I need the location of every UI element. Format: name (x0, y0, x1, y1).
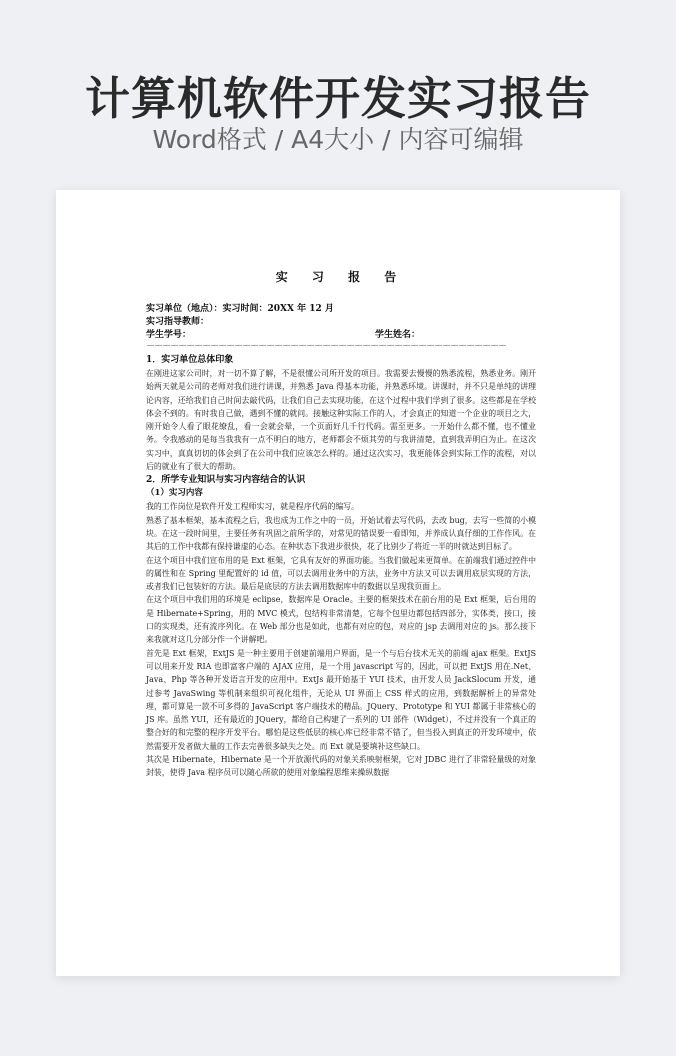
divider-line: －－－－－－－－－－－－－－－－－－－－－－－－－－－－－－－－－－－－－－－－－－－－－ (146, 342, 507, 352)
student-id-label: 学生学号： (146, 330, 192, 340)
section2-paragraph: 我的工作岗位是软件开发工程师实习，就是程序代码的编写。 (146, 502, 360, 512)
section2-subheading: （1）实习内容 (146, 488, 203, 499)
section2-paragraph: 熟悉了基本框架，基本流程之后，我也成为工作之中的一员，开始试着去写代码，去改 bug，去写一些简的小模块。在这一段时间里，主要任务有巩固之前所学的，对常见的错误要一看即知，并养成认真仔细的工作作风。在其后的工作中我都有保持谦虚的心态。在种状态下我进步很快，花了比别少了将近一半的时就达到目标了。 (146, 515, 536, 552)
section2-paragraph: 在这个项目中我们宣布用的是 Ext 框架，它具有友好的界面功能。当我们做起来更简单。在前端我们通过控件中的属性和在 Spring 里配置好的 id 值，可以去调用业务中的方法，业务中方法又可以去调用底层实现的方法，或者我们已包装好的方法。最后是底层的方法去调用数据库中的数据以呈现我页面上。 (146, 555, 536, 592)
student-line (146, 329, 536, 342)
section2-paragraph: 其次是 Hibernate，Hibernate 是一个开放源代码的对象关系映射框架，它对 JDBC 进行了非常轻量级的对象封装，使得 Java 程序员可以随心所欲的使用对象编程思维来操纵数据 (146, 755, 536, 778)
banner-subtitle: Word格式 / A4大小 / 内容可编辑 (152, 125, 524, 154)
section2-heading: 2．所学专业知识与实习内容结合的认识 (146, 475, 306, 486)
section1-paragraph: 在刚进这家公司时，对一切不算了解，不是很懂公司所开发的项目。我需要去慢慢的熟悉流程，熟悉业务。刚开始两天就是公司的老师对我们进行讲课，并熟悉 Java 得基本功能，并熟悉环境。讲课时，并不只是单纯的讲理论内容，还给我们自己时间去敲代码，让我们自己去实现功能，在这个过程中我们学到了很多。这些都是在学校体会不到的。有时我自己做，遇到不懂的就问。接触这种实际工作的人，才会真正的知道一个企业的项目之大，刚开始令人看了眼花缭乱，看一会就会晕，一个页面好几千行代码。需至更多。一开始什么都不懂，也不懂业务。令我感动的是每当我我有一点不明白的地方，老师都会不烦其劳的与我讲清楚，直到我弄明白为止。在这次实习中，真真切切的体会到了在公司中我们应该怎么样的。通过这次实习，我更能体会到实际工作的流程，对以后的就业有了很大的帮助。 (146, 369, 536, 472)
document-body (146, 268, 536, 780)
document-page (56, 190, 620, 976)
student-name-label: 学生姓名： (375, 330, 421, 340)
section1-heading: 1．实习单位总体印象 (146, 355, 234, 365)
section2-paragraph: 首先是 Ext 框架，ExtJS 是一种主要用于创建前端用户界面，是一个与后台技术无关的前端 ajax 框架。ExtJS 可以用来开发 RIA 也即富客户端的 AJAX 应用，是一个用 javascript 写的，因此，可以把 ExtJS 用在.Net、Java、Php 等各种开发语言开发的应用中。ExtJs 最开始基于 YUI 技术，由开发人员 JackSlocum 开发，通过参考 JavaSwing 等机制来组织可视化组件，无论从 UI 界面上 CSS 样式的应用，到数据解析上的异常处理，都可算是一款不可多得的 JavaScript 客户端技术的精品。JQuery、Prototype 和 YUI 都属于非常核心的 JS 库。虽然 YUI，还有最近的 JQuery，都给自己构建了一系列的 UI 部件（Widget），不过并没有一个真正的整合好的和完整的程序开发平台。哪怕是这些低层的核心库已经非常不错了，但当投入到真正的开发环境中，依然需要开发者做大量的工作去完善很多缺失之处。而 Ext 就是要填补这些缺口。 (146, 648, 536, 751)
document-title: 实 习 报 告 (275, 270, 407, 284)
teacher-line: 实习指导教师： (146, 317, 210, 327)
banner-title: 计算机软件开发实习报告 (84, 72, 591, 125)
section2-paragraph: 在这个项目中我们用的环境是 eclipse，数据库是 Oracle。主要的框架技术在前台用的是 Ext 框架，后台用的是 Hibernate+Spring，用的 MVC 模式，包结构非常清楚，它每个包里边都包括四部分，实体类，接口，接口的实现类，还有流序列化。在 Web 部分也是如此，也都有对应的包，对应的 jsp 去调用对应的 js。那么接下来我就对这几分部分作一个讲解吧。 (146, 595, 536, 645)
unit-line: 实习单位（地点）：实习时间：20XX 年 12 月 (146, 304, 334, 314)
